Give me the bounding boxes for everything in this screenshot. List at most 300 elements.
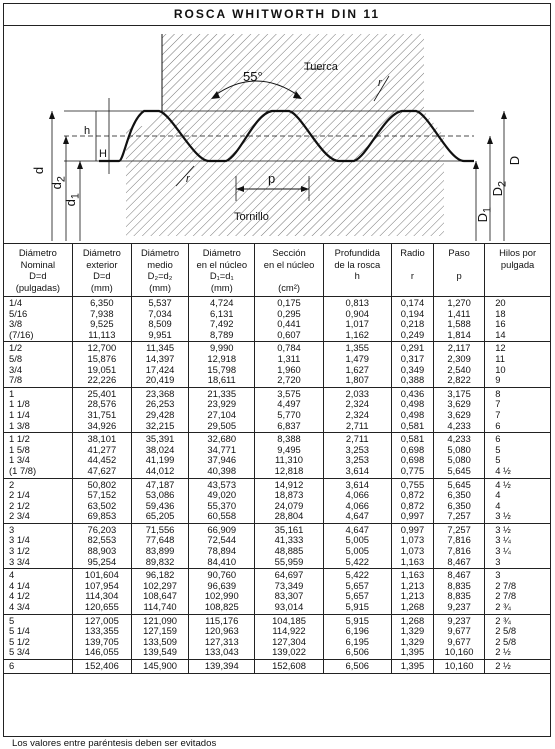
cell-value: 29,505 [207, 419, 237, 431]
cell-h [323, 433, 391, 478]
cell-value: 3,253 [345, 454, 369, 466]
cell-value: 133,509 [143, 635, 177, 647]
cell-value: 35,391 [145, 433, 175, 445]
column-header-line: h [354, 270, 360, 281]
cell-value: 35,161 [274, 523, 304, 535]
cell-value: 48,885 [274, 545, 304, 557]
cell-value: 1 1/2 [9, 433, 30, 445]
cell-value: 2,720 [277, 374, 301, 386]
label-D1-sub: 1 [481, 207, 494, 214]
cell-value: 152,406 [84, 660, 119, 671]
cell-exterior [72, 660, 131, 674]
cell-value: 15,876 [87, 352, 117, 364]
cell-value: 77,648 [145, 534, 175, 546]
cell-value: 0,607 [277, 328, 301, 340]
cell-value: 4,233 [447, 419, 471, 431]
cell-value: 71,556 [145, 523, 175, 535]
cell-value: 2,822 [447, 374, 471, 386]
cell-value: 5 [495, 454, 501, 466]
cell-value: 8,388 [277, 433, 301, 445]
height-label-H: H [99, 148, 107, 160]
table-row-group [4, 614, 550, 659]
cell-value: 63,502 [87, 499, 117, 511]
cell-value: 9,495 [277, 443, 301, 455]
cell-value: 5,645 [447, 478, 471, 490]
column-header [72, 244, 131, 297]
cell-value: 6,506 [345, 660, 369, 671]
cell-value: 1 5/8 [9, 443, 30, 455]
cell-nucleo [189, 614, 255, 659]
cell-value: 3 1/4 [9, 534, 30, 546]
cell-value: 0,174 [400, 297, 425, 308]
cell-value: 9,237 [447, 614, 471, 626]
cell-r [391, 297, 433, 342]
cell-value: 0,755 [400, 478, 425, 490]
cell-exterior [72, 387, 131, 432]
cell-value: 5/8 [9, 352, 23, 364]
cell-value: 69,853 [87, 510, 117, 522]
cell-value: 1,268 [400, 614, 425, 626]
cell-seccion [255, 342, 323, 387]
cell-nominal [4, 523, 72, 568]
cell-value: 139,394 [204, 660, 239, 671]
cell-value: 96,182 [145, 569, 175, 581]
cell-value: 1,073 [400, 534, 425, 546]
cell-value: 5,005 [345, 545, 369, 557]
cell-value: 49,020 [207, 489, 237, 501]
cell-value: 9,237 [447, 601, 471, 613]
cell-value: 2,033 [345, 387, 369, 399]
column-header [131, 244, 188, 297]
cell-value: 83,307 [274, 590, 304, 602]
cell-nominal [4, 478, 72, 523]
cell-h [323, 297, 391, 342]
cell-h [323, 614, 391, 659]
column-header-line [436, 282, 482, 294]
cell-value: 1,588 [447, 318, 471, 330]
table-row-group [4, 569, 550, 614]
cell-value: 7,816 [447, 534, 471, 546]
cell-value: 1,479 [345, 352, 369, 364]
cell-medio [131, 297, 188, 342]
cell-value: 4,497 [277, 398, 301, 410]
cell-value: 115,176 [205, 614, 239, 626]
cell-value: 11,345 [146, 342, 175, 354]
cell-value: 6,131 [210, 307, 234, 319]
cell-value: 9,525 [90, 318, 114, 330]
cell-medio [131, 614, 188, 659]
cell-value: 41,333 [274, 534, 304, 546]
cell-p [434, 523, 485, 568]
cell-value: 34,771 [207, 443, 237, 455]
cell-value: 6,350 [447, 499, 471, 511]
cell-value: 55,959 [274, 555, 304, 567]
cell-h [323, 478, 391, 523]
cell-value: 4 [495, 499, 501, 511]
cell-value: 5,915 [345, 614, 369, 626]
cell-hilos [485, 297, 550, 342]
cell-value: 5 [495, 443, 501, 455]
cell-value: 7,938 [90, 307, 114, 319]
cell-value: 0,997 [400, 510, 425, 522]
cell-value: 3 3/4 [9, 555, 30, 567]
cell-value: 0,581 [400, 419, 425, 431]
cell-value: 2 ½ [495, 646, 511, 658]
cell-value: 4,724 [210, 297, 234, 308]
cell-nominal [4, 614, 72, 659]
column-header-line: D=d [93, 270, 111, 281]
cell-value: 3,614 [345, 464, 369, 476]
cell-value: 24,079 [274, 499, 304, 511]
cell-value: 121,090 [143, 614, 177, 626]
cell-value: 2,309 [447, 352, 471, 364]
cell-value: 27,104 [207, 408, 237, 420]
cell-value: 8,835 [447, 590, 471, 602]
label-d2 [50, 176, 67, 189]
label-D2-main: D [490, 187, 505, 197]
cell-seccion [255, 297, 323, 342]
cell-value: 1/2 [9, 342, 23, 354]
cell-value: 66,909 [207, 523, 237, 535]
cell-value: 5,770 [277, 408, 301, 420]
cell-value: 38,101 [87, 433, 117, 445]
cell-value: 0,813 [345, 297, 369, 308]
cell-value: 3/8 [9, 318, 23, 330]
cell-value: 0,441 [277, 318, 301, 330]
cell-value: 11,310 [275, 454, 303, 466]
cell-value: 101,604 [84, 569, 119, 581]
cell-value: 3 [9, 523, 15, 535]
cell-value: 4 1/2 [9, 590, 30, 602]
cell-value: 9,990 [210, 342, 234, 354]
column-header [391, 244, 433, 297]
cell-value: 6,837 [277, 419, 301, 431]
cell-seccion [255, 387, 323, 432]
cell-value: 1,355 [345, 342, 369, 354]
footnote: Los valores entre paréntesis deben ser evitados [12, 738, 217, 749]
cell-value: 139,022 [272, 646, 306, 658]
cell-nucleo [189, 342, 255, 387]
cell-value: 6 [495, 433, 501, 445]
cell-nucleo [189, 478, 255, 523]
cell-value: 127,313 [204, 635, 239, 647]
cell-value: 4 [495, 489, 501, 501]
cell-value: 3/4 [9, 363, 23, 375]
cell-value: 5,422 [345, 555, 369, 567]
cell-value: 1 3/8 [9, 419, 30, 431]
column-header-line: (cm²) [278, 281, 300, 293]
cell-r [391, 478, 433, 523]
cell-value: 72,544 [207, 534, 237, 546]
cell-value: 29,428 [145, 408, 175, 420]
cell-nominal [4, 387, 72, 432]
cell-hilos [485, 342, 550, 387]
cell-value: 3,629 [447, 398, 471, 410]
cell-value: 2,540 [447, 363, 471, 375]
cell-value: 2,324 [345, 408, 369, 420]
cell-r [391, 660, 433, 674]
cell-value: 9 [495, 374, 501, 386]
table-header [4, 244, 550, 297]
cell-value: 1,411 [447, 307, 471, 319]
cell-nucleo [189, 433, 255, 478]
cell-value: 22,226 [87, 374, 117, 386]
cell-value: 6,196 [345, 625, 369, 637]
cell-value: 4 3/4 [9, 601, 30, 613]
cell-nominal [4, 569, 72, 614]
cell-value: 55,370 [207, 499, 237, 511]
cell-value: 9,677 [447, 635, 471, 647]
cell-value: 5 3/4 [9, 646, 30, 658]
cell-medio [131, 660, 188, 674]
cell-medio [131, 342, 188, 387]
cell-value: 31,751 [87, 408, 117, 420]
cell-p [434, 342, 485, 387]
cell-value: 14,912 [274, 478, 304, 490]
cell-value: 0,698 [400, 443, 425, 455]
cell-value: 4,647 [345, 523, 369, 535]
cell-value: 2 1/2 [9, 499, 30, 511]
cell-value: 5,657 [345, 579, 369, 591]
cell-value: 5,537 [148, 297, 172, 308]
cell-value: (1 7/8) [9, 464, 37, 476]
cell-value: 2,711 [345, 419, 369, 431]
cell-r [391, 523, 433, 568]
cell-value: 139,549 [143, 646, 177, 658]
cell-value: 37,946 [207, 454, 237, 466]
cell-hilos [485, 660, 550, 674]
cell-value: 0,997 [400, 523, 425, 535]
cell-medio [131, 569, 188, 614]
label-d2-main: d [48, 182, 64, 190]
cell-value: 17,424 [145, 363, 175, 375]
cell-exterior [72, 614, 131, 659]
cell-value: 8,789 [210, 328, 234, 340]
cell-value: 3,614 [345, 478, 369, 490]
radius-label-bottom: r [186, 173, 190, 185]
cell-value: 57,152 [87, 489, 117, 501]
cell-value: 4 [9, 569, 15, 581]
cell-value: 78,894 [207, 545, 237, 557]
cell-value: 8,467 [447, 555, 471, 567]
cell-p [434, 660, 485, 674]
cell-value: 5,080 [447, 454, 471, 466]
cell-value: 7/8 [9, 374, 23, 386]
cell-value: 0,872 [400, 499, 425, 511]
cell-value: 9,951 [148, 328, 172, 340]
cell-value: 7,816 [447, 545, 471, 557]
angle-label: 55° [243, 69, 263, 84]
cell-value: 2 [9, 478, 15, 490]
cell-value: 108,647 [143, 590, 177, 602]
cell-value: 23,368 [145, 387, 175, 399]
cell-value: 4,647 [345, 510, 369, 522]
cell-value: 3,175 [447, 387, 471, 399]
cell-value: 0,775 [400, 464, 425, 476]
cell-value: 6 [9, 660, 15, 671]
cell-value: 1,163 [400, 569, 425, 581]
cell-value: 15,798 [207, 363, 237, 375]
cell-value: 1,162 [345, 328, 369, 340]
cell-value: 5/16 [9, 307, 28, 319]
cell-value: 18,873 [274, 489, 304, 501]
cell-value: 3,629 [447, 408, 471, 420]
cell-value: 5 [9, 614, 15, 626]
cell-value: 0,784 [277, 342, 301, 354]
cell-value: 10,160 [444, 660, 474, 671]
cell-value: 83,899 [145, 545, 175, 557]
cell-value: 59,436 [145, 499, 175, 511]
column-header [434, 244, 485, 297]
cell-value: 0,194 [400, 307, 425, 319]
nut-label: Tuerca [304, 61, 338, 73]
table-row-group [4, 297, 550, 342]
cell-value: 3 [495, 569, 501, 581]
cell-value: 89,832 [145, 555, 175, 567]
cell-value: 26,253 [145, 398, 175, 410]
cell-value: 3 [495, 555, 501, 567]
pitch-label: p [268, 171, 276, 186]
cell-value: 114,922 [272, 625, 306, 637]
column-header-line: (mm) [90, 281, 113, 293]
cell-value: 145,900 [143, 660, 177, 671]
cell-value: 12 [495, 342, 506, 354]
cell-nucleo [189, 387, 255, 432]
column-header-line: Diámetro [141, 247, 180, 258]
cell-value: 6,350 [90, 297, 114, 308]
cell-value: 4 ½ [495, 478, 511, 490]
cell-value: 7,257 [447, 523, 471, 535]
cell-value: 16 [495, 318, 506, 330]
column-header-line: medio [147, 258, 173, 270]
cell-value: 3 1/2 [9, 545, 30, 557]
column-header-line: D₂=d₂ [147, 270, 173, 281]
cell-value: 34,926 [87, 419, 117, 431]
cell-value: 0,904 [345, 307, 369, 319]
column-header-line [487, 282, 548, 294]
cell-hilos [485, 614, 550, 659]
cell-value: 5,915 [345, 601, 369, 613]
cell-value: 139,705 [84, 635, 119, 647]
column-header-line [436, 259, 482, 271]
cell-value: 0,498 [400, 398, 425, 410]
cell-value: 0,872 [400, 489, 425, 501]
cell-seccion [255, 569, 323, 614]
column-header-line [394, 282, 431, 294]
cell-value: 2 7/8 [495, 579, 517, 591]
cell-value: 47,627 [87, 464, 117, 476]
cell-value: 5,422 [345, 569, 369, 581]
cell-value: 2 3/4 [9, 510, 30, 522]
cell-r [391, 569, 433, 614]
cell-r [391, 342, 433, 387]
cell-value: 40,398 [207, 464, 237, 476]
table-row-group [4, 660, 550, 674]
cell-value: 2 ¾ [495, 614, 511, 626]
cell-value: 1 [9, 387, 15, 399]
column-header [323, 244, 391, 297]
column-header-line: en el núcleo [196, 258, 248, 270]
label-d1 [64, 193, 81, 206]
cell-value: 0,317 [400, 352, 425, 364]
cell-value: 5,657 [345, 590, 369, 602]
cell-medio [131, 478, 188, 523]
cell-value: 32,680 [207, 433, 237, 445]
cell-value: 44,452 [87, 454, 117, 466]
column-header-line: (pulgadas) [15, 281, 61, 293]
cell-nucleo [189, 523, 255, 568]
label-D1 [476, 207, 493, 222]
cell-value: 0,698 [400, 454, 425, 466]
cell-p [434, 433, 485, 478]
cell-h [323, 387, 391, 432]
column-header-line: D=d [29, 270, 47, 281]
label-D2-sub: 2 [496, 181, 509, 188]
column-header-line: exterior [86, 258, 118, 270]
cell-value: 12,700 [87, 342, 117, 354]
cell-value: 7,492 [210, 318, 234, 330]
cell-value: 11,113 [88, 328, 116, 340]
column-header-line: p [456, 270, 462, 281]
cell-value: 1,329 [400, 625, 425, 637]
cell-value: 1,807 [345, 374, 369, 386]
cell-nucleo [189, 660, 255, 674]
cell-value: 133,043 [204, 646, 239, 658]
cell-h [323, 660, 391, 674]
cell-value: 1,627 [345, 363, 369, 375]
cell-value: 4,066 [345, 499, 369, 511]
cell-value: 1,814 [447, 328, 471, 340]
cell-value: 1,960 [277, 363, 301, 375]
cell-nucleo [189, 569, 255, 614]
cell-value: 114,740 [143, 601, 177, 613]
cell-value: 84,410 [207, 555, 237, 567]
cell-value: 1,311 [277, 352, 301, 364]
cell-nominal [4, 297, 72, 342]
cell-value: 47,187 [145, 478, 175, 490]
cell-value: 23,929 [207, 398, 237, 410]
cell-value: 2 ¾ [495, 601, 511, 613]
cell-value: 5,080 [447, 443, 471, 455]
cell-value: 2 5/8 [495, 625, 517, 637]
thread-spec-sheet [3, 3, 551, 737]
column-header [485, 244, 550, 297]
cell-value: 43,573 [207, 478, 237, 490]
cell-value: 2,117 [447, 342, 471, 354]
cell-value: 8,835 [447, 579, 471, 591]
cell-value: 0,175 [277, 297, 301, 308]
cell-value: 88,903 [87, 545, 117, 557]
cell-medio [131, 433, 188, 478]
cell-value: 8,509 [148, 318, 172, 330]
cell-value: 50,802 [87, 478, 117, 490]
cell-value: 3 ¼ [495, 534, 511, 546]
cell-value: 64,697 [274, 569, 304, 581]
cell-value: 5,645 [447, 464, 471, 476]
cell-value: 14 [495, 328, 506, 340]
cell-value: 8,467 [447, 569, 471, 581]
column-header [189, 244, 255, 297]
cell-value: 11 [495, 352, 505, 364]
cell-exterior [72, 433, 131, 478]
cell-value: 0,498 [400, 408, 425, 420]
cell-value: 6 [495, 419, 501, 431]
label-d2-sub: 2 [55, 176, 68, 183]
cell-value: 44,012 [145, 464, 175, 476]
cell-value: 28,576 [87, 398, 117, 410]
label-d: d [31, 166, 47, 175]
column-header-line: Paso [448, 247, 470, 258]
